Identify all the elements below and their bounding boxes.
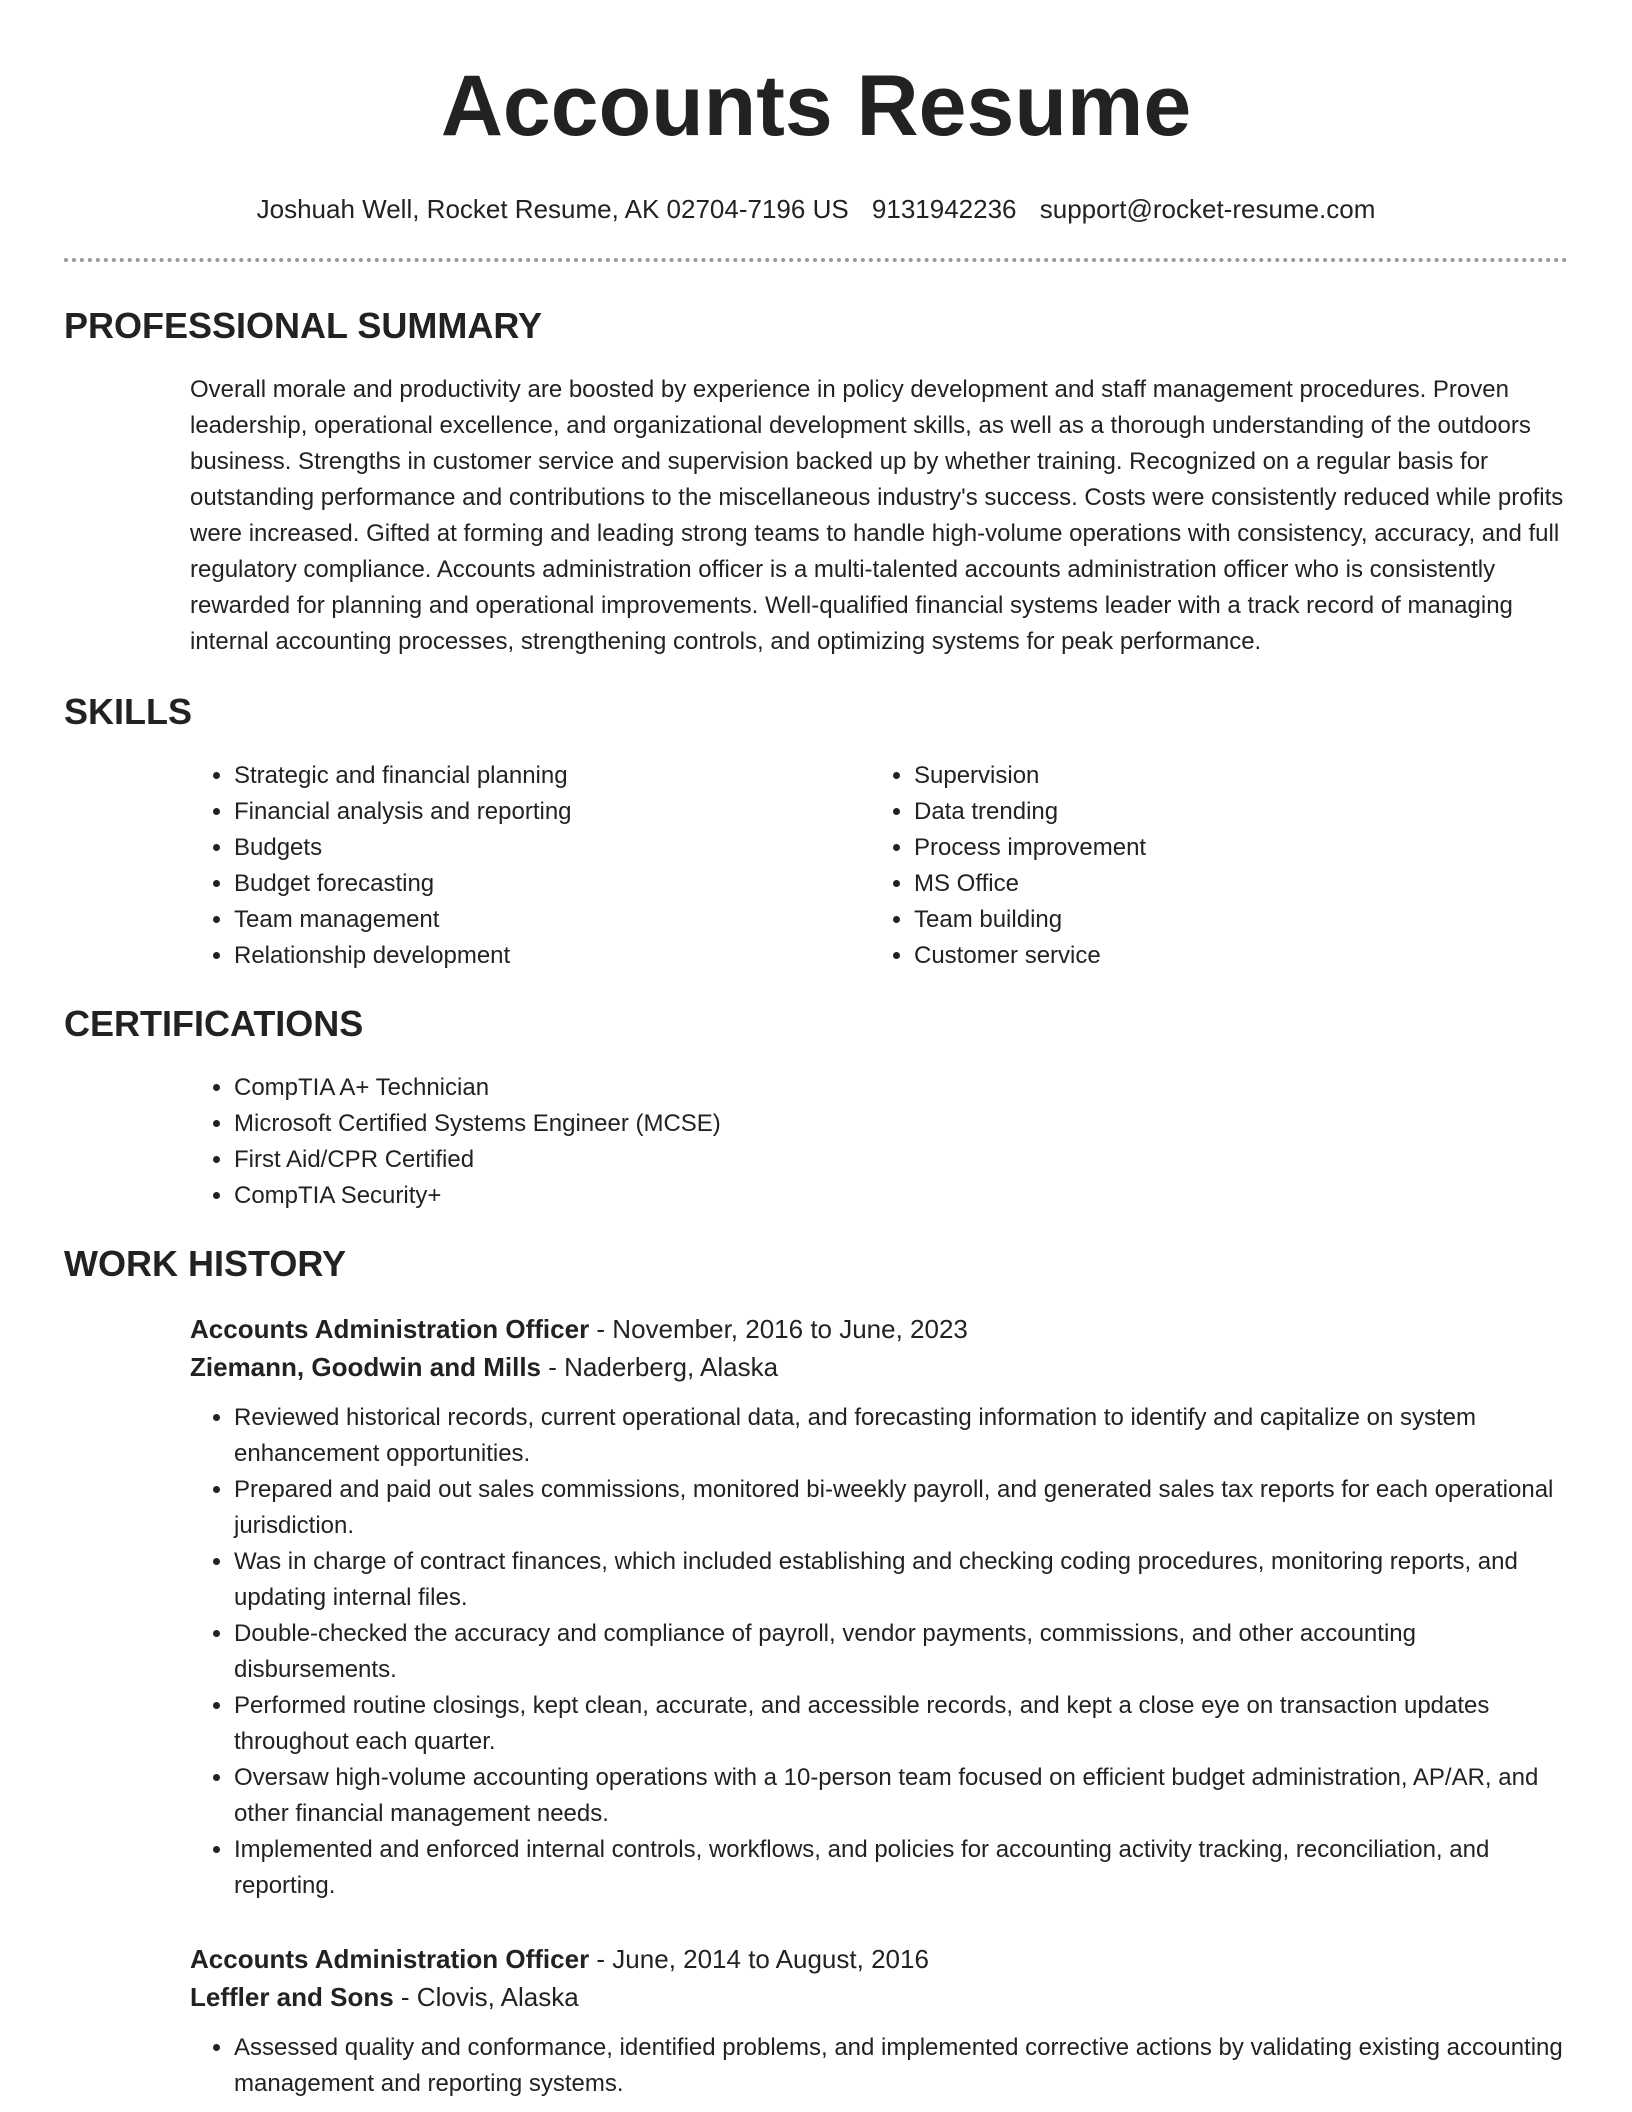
job-bullet: • Double-checked the accuracy and compliance of payroll, vendor payments, commissions, and other accounting disbursements. [234, 1616, 1568, 1688]
job-title-line [190, 1940, 1568, 1978]
skill-item: • Team management [234, 902, 870, 938]
skills-column-left [190, 758, 870, 974]
skills-grid [190, 758, 1568, 974]
skill-item: • Financial analysis and reporting [234, 794, 870, 830]
certification-item: • Microsoft Certified Systems Engineer (MCSE) [234, 1106, 1568, 1142]
job-bullets-wrap [190, 1400, 1568, 1904]
certifications-list [190, 1070, 1568, 1214]
resume-header [0, 0, 1632, 224]
job-company: Leffler and Sons [190, 1982, 394, 2012]
job-title: Accounts Administration Officer [190, 1944, 590, 1974]
skills-list-right [870, 758, 1550, 974]
job-location: - Clovis, Alaska [393, 1982, 579, 2012]
skill-item: • Supervision [914, 758, 1550, 794]
certification-item: • CompTIA Security+ [234, 1178, 1568, 1214]
skill-item: • Relationship development [234, 938, 870, 974]
contact-line [0, 194, 1632, 224]
job-title: Accounts Administration Officer [190, 1314, 590, 1344]
resume-title: Accounts Resume [440, 58, 1192, 154]
section-heading-certifications: CERTIFICATIONS [64, 1003, 364, 1044]
skills-list-left [190, 758, 870, 974]
certifications-section [64, 1004, 1568, 1214]
job-company-line [190, 1348, 1568, 1386]
skills-section [64, 692, 1568, 974]
job-company-line [190, 1978, 1568, 2016]
job-entry [190, 1940, 1568, 2102]
job-bullets-wrap [190, 2030, 1568, 2102]
skills-column-right [870, 758, 1550, 974]
job-bullet: • Oversaw high-volume accounting operations with a 10-person team focused on efficient budget administration, AP/AR, and other financial management needs. [234, 1760, 1568, 1832]
skill-item: • Budgets [234, 830, 870, 866]
job-location: - Naderberg, Alaska [541, 1352, 779, 1382]
job-company: Ziemann, Goodwin and Mills [190, 1352, 542, 1382]
contact-address: Joshuah Well, Rocket Resume, AK 02704-7196 US [256, 194, 849, 224]
skill-item: • Team building [914, 902, 1550, 938]
job-bullet: • Performed routine closings, kept clean, accurate, and accessible records, and kept a close eye on transaction updates throughout each quarter. [234, 1688, 1568, 1760]
section-heading-summary: PROFESSIONAL SUMMARY [64, 305, 543, 346]
section-heading-skills: SKILLS [64, 691, 193, 732]
job-dates: - June, 2014 to August, 2016 [589, 1944, 929, 1974]
skill-item: • MS Office [914, 866, 1550, 902]
skill-item: • Strategic and financial planning [234, 758, 870, 794]
skill-item: • Data trending [914, 794, 1550, 830]
header-divider [64, 258, 1568, 262]
section-heading-work-history: WORK HISTORY [64, 1243, 347, 1284]
summary-text: Overall morale and productivity are boosted by experience in policy development and staff management procedures. Proven leadership, operational excellence, and organizational development skills, as well as a thorough understanding of the outdoors business. Strengths in customer service and supervision backed up by whether training. Recognized on a regular basis for outstanding performance and contributions to the miscellaneous industry's success. Costs were consistently reduced while profits were increased. Gifted at forming and leading strong teams to handle high-volume operations with consistency, accuracy, and full regulatory compliance. Accounts administration officer is a multi-talented accounts administration officer who is consistently rewarded for planning and operational improvements. Well-qualified financial systems leader with a track record of managing internal accounting processes, strengthening controls, and optimizing systems for peak performance. [190, 376, 1564, 655]
contact-email: support@rocket-resume.com [1039, 194, 1376, 224]
job-entry [190, 1310, 1568, 1904]
contact-phone: 9131942236 [871, 194, 1017, 224]
job-bullet: • Prepared and paid out sales commissions, monitored bi-weekly payroll, and generated sales tax reports for each operational jurisdiction. [234, 1472, 1568, 1544]
skill-item: • Customer service [914, 938, 1550, 974]
job-dates: - November, 2016 to June, 2023 [589, 1314, 968, 1344]
job-bullets [190, 2030, 1568, 2102]
skill-item: • Budget forecasting [234, 866, 870, 902]
job-bullet: • Reviewed historical records, current operational data, and forecasting information to identify and capitalize on system enhancement opportunities. [234, 1400, 1568, 1472]
job-bullet: • Was in charge of contract finances, which included establishing and checking coding procedures, monitoring reports, and updating internal files. [234, 1544, 1568, 1616]
job-title-line [190, 1310, 1568, 1348]
job-bullets [190, 1400, 1568, 1904]
certification-item: • CompTIA A+ Technician [234, 1070, 1568, 1106]
skill-item: • Process improvement [914, 830, 1550, 866]
job-bullet: • Implemented and enforced internal controls, workflows, and policies for accounting activity tracking, reconciliation, and reporting. [234, 1832, 1568, 1904]
certifications-list-wrap [190, 1070, 1568, 1214]
job-bullet: • Assessed quality and conformance, identified problems, and implemented corrective actions by validating existing accounting management and reporting systems. [234, 2030, 1568, 2102]
work-history-section [64, 1244, 1568, 2102]
professional-summary-section [64, 306, 1568, 660]
certification-item: • First Aid/CPR Certified [234, 1142, 1568, 1178]
